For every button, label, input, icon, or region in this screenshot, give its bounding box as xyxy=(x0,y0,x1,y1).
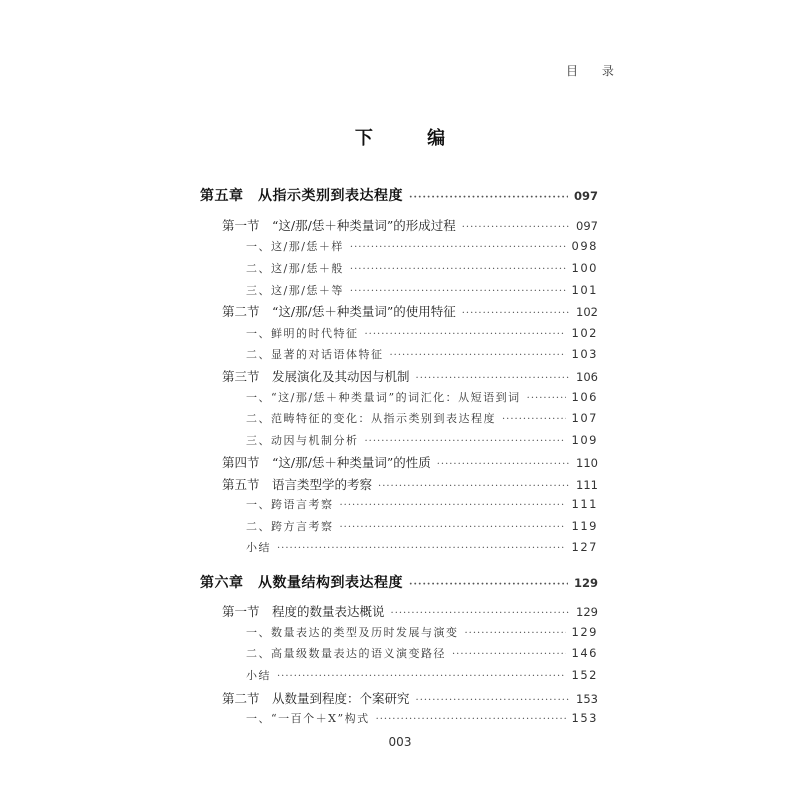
toc-entry-title: 三、这/那/恁＋等 xyxy=(246,284,344,297)
toc-entry-title: 第三节 发展演化及其动因与机制 xyxy=(222,369,410,384)
toc-entry-title: 小结 xyxy=(246,541,271,554)
toc-entry-title: 第五章 从指示类别到表达程度 xyxy=(200,188,403,204)
toc-item-row xyxy=(246,389,598,405)
toc-item-row xyxy=(246,539,598,555)
toc-item-row xyxy=(246,645,598,661)
dot-leader xyxy=(350,242,566,253)
dot-leader xyxy=(376,714,566,725)
toc-entry-page: 102 xyxy=(576,305,598,319)
toc-entry-title: 第一节 “这/那/恁＋种类量词”的形成过程 xyxy=(222,218,456,233)
toc-entry-title: 一、“这/那/恁＋种类量词”的词汇化：从短语到词 xyxy=(246,391,521,404)
toc-chapter-row xyxy=(200,185,598,205)
toc-entry-page: 102 xyxy=(571,326,598,340)
toc-entry-title: 一、跨语言考察 xyxy=(246,498,334,511)
toc-section-row xyxy=(222,216,598,234)
toc-entry-title: 一、“一百个＋X”构式 xyxy=(246,712,370,725)
toc-entry-title: 二、显著的对话语体特征 xyxy=(246,348,384,361)
toc-entry-page: 100 xyxy=(571,261,598,275)
dot-leader xyxy=(409,579,568,590)
toc-entry-title: 一、这/那/恁＋样 xyxy=(246,240,344,253)
dot-leader xyxy=(416,373,571,384)
dot-leader xyxy=(437,459,570,470)
toc-entry-page: 129 xyxy=(571,625,598,639)
toc-entry-page: 127 xyxy=(571,540,598,554)
dot-leader xyxy=(350,286,566,297)
dot-leader xyxy=(340,500,566,511)
toc-item-row xyxy=(246,325,598,341)
toc-entry-title: 二、高量级数量表达的语义演变路径 xyxy=(246,647,446,660)
toc-item-row xyxy=(246,667,598,683)
toc-entry-page: 153 xyxy=(571,711,598,725)
toc-entry-page: 152 xyxy=(571,668,598,682)
dot-leader xyxy=(409,192,568,203)
toc-entry-title: 第二节 “这/那/恁＋种类量词”的使用特征 xyxy=(222,304,456,319)
toc-entry-page: 097 xyxy=(576,219,598,233)
toc-item-row xyxy=(246,282,598,298)
toc-entry-title: 二、这/那/恁＋般 xyxy=(246,262,344,275)
toc-entry-page: 110 xyxy=(576,456,598,470)
dot-leader xyxy=(365,329,566,340)
toc-item-row xyxy=(246,432,598,448)
dot-leader xyxy=(378,481,570,492)
toc-entry-title: 二、范畴特征的变化：从指示类别到表达程度 xyxy=(246,412,496,425)
dot-leader xyxy=(452,649,566,660)
toc-entry-page: 119 xyxy=(571,519,598,533)
toc-entry-page: 111 xyxy=(576,478,598,492)
toc-entry-title: 第一节 程度的数量表达概说 xyxy=(222,604,385,619)
toc-item-row xyxy=(246,496,598,512)
toc-item-row xyxy=(246,624,598,640)
dot-leader xyxy=(462,308,570,319)
page-number: 003 xyxy=(388,735,412,749)
toc-item-row xyxy=(246,260,598,276)
dot-leader xyxy=(277,671,566,682)
toc-entry-title: 第六章 从数量结构到表达程度 xyxy=(200,575,403,591)
toc-entry-page: 107 xyxy=(571,411,598,425)
toc-entry-title: 第二节 从数量到程度：个案研究 xyxy=(222,691,410,706)
toc-entry-title: 一、鲜明的时代特征 xyxy=(246,327,359,340)
toc-entry-title: 第五节 语言类型学的考察 xyxy=(222,477,373,492)
toc-entry-title: 三、动因与机制分析 xyxy=(246,434,359,447)
running-header: 目 录 xyxy=(566,64,624,78)
dot-leader xyxy=(340,522,566,533)
toc-entry-page: 129 xyxy=(573,576,598,590)
toc-section-row xyxy=(222,602,598,620)
toc-item-row xyxy=(246,410,598,426)
toc-item-row xyxy=(246,710,598,726)
dot-leader xyxy=(277,543,566,554)
toc-item-row xyxy=(246,518,598,534)
toc-entry-page: 129 xyxy=(576,605,598,619)
part-title: 下 编 xyxy=(354,128,470,149)
toc-section-row xyxy=(222,689,598,707)
toc-entry-page: 106 xyxy=(571,390,598,404)
toc-entry-page: 103 xyxy=(571,347,598,361)
toc-entry-page: 098 xyxy=(571,239,598,253)
dot-leader xyxy=(527,393,566,404)
toc-entry-page: 097 xyxy=(573,189,598,203)
toc-entry-page: 146 xyxy=(571,646,598,660)
dot-leader xyxy=(391,608,571,619)
toc-entry-page: 111 xyxy=(571,497,598,511)
toc-section-row xyxy=(222,453,598,471)
dot-leader xyxy=(462,222,570,233)
toc-entry-title: 二、跨方言考察 xyxy=(246,520,334,533)
dot-leader xyxy=(390,350,566,361)
toc-entry-page: 106 xyxy=(576,370,598,384)
toc-section-row xyxy=(222,475,598,493)
toc-item-row xyxy=(246,346,598,362)
toc-section-row xyxy=(222,302,598,320)
dot-leader xyxy=(502,414,566,425)
toc-chapter-row xyxy=(200,572,598,592)
toc-entry-title: 小结 xyxy=(246,669,271,682)
toc-entry-title: 第四节 “这/那/恁＋种类量词”的性质 xyxy=(222,455,431,470)
dot-leader xyxy=(416,695,571,706)
toc-entry-page: 101 xyxy=(571,283,598,297)
toc-item-row xyxy=(246,238,598,254)
toc-entry-page: 109 xyxy=(571,433,598,447)
dot-leader xyxy=(365,436,566,447)
toc-entry-page: 153 xyxy=(576,692,598,706)
dot-leader xyxy=(350,264,566,275)
dot-leader xyxy=(465,628,566,639)
toc-entry-title: 一、数量表达的类型及历时发展与演变 xyxy=(246,626,459,639)
toc-section-row xyxy=(222,367,598,385)
